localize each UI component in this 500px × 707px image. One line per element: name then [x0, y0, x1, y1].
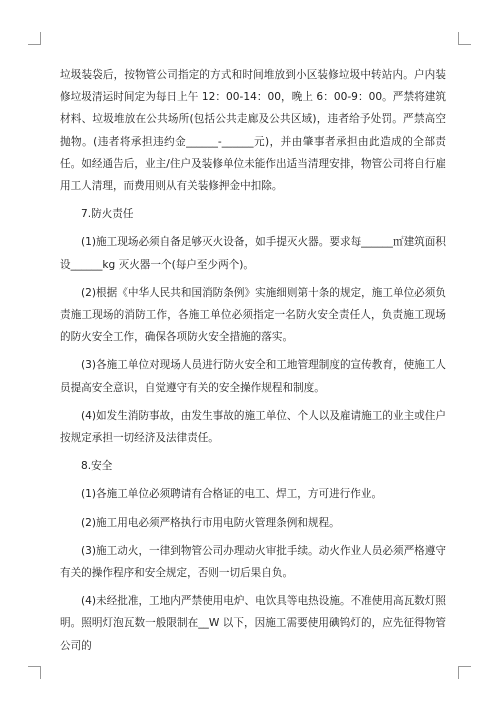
crop-mark-bottom-right [458, 666, 471, 679]
crop-mark-top-left [28, 32, 41, 45]
document-body [60, 64, 446, 663]
crop-mark-top-right [458, 32, 471, 45]
paragraph-fire-3: (3)各施工单位对现场人员进行防火安全和工地管理制度的宣传教育，使施工人员提高安全意识，自觉遵守有关的安全操作规程和制度。 [60, 359, 446, 394]
crop-mark-bottom-left [28, 666, 41, 679]
paragraph-waste-disposal: 垃圾装袋后，按物管公司指定的方式和时间堆放到小区装修垃圾中转站内。户内装修垃圾清运时间定为每日上午 12：00-14：00，晚上 6：00-9：00。严禁将建筑材料、垃圾堆放在公共场所(包括公共走廊及公共区域)，违者给予处罚。严禁高空抛物。(违者将承担违约金______-______元)，并由肇事者承担由此造成的全部责任。如经通告后，业主/住户及装修单位未能作出适当清理安排，物管公司将自行雇用工人清理，而费用则从有关装修押金中扣除。 [60, 69, 446, 193]
paragraph-safety-3: (3)施工动火，一律到物管公司办理动火审批手续。动火作业人员必须严格遵守有关的操作程序和安全规定，否则一切后果自负。 [60, 544, 446, 580]
paragraph-safety-2: (2)施工用电必须严格执行市用电防火管理条例和规程。 [81, 516, 340, 529]
paragraph-fire-1: (1)施工现场必须自备足够灭火设备，如手提灭火器。要求每______㎡建筑面积设______kg 灭火器一个(每户至少两个)。 [60, 236, 446, 271]
paragraph-safety-1: (1)各施工单位必须聘请有合格证的电工、焊工，方可进行作业。 [81, 488, 383, 501]
paragraph-fire-2: (2)根据《中华人民共和国消防条例》实施细则第十条的规定，施工单位必须负责施工现场的消防工作，各施工单位必须指定一名防火安全责任人，负责施工现场的防火安全工作，确保各项防火安全措施的落实。 [60, 286, 446, 344]
paragraph-safety-4: (4)未经批准，工地内严禁使用电炉、电饮具等电热设施。不准使用高瓦数灯照明。照明灯泡瓦数一般限制在__W 以下，因施工需要使用碘钨灯的，应先征得物管公司的 [60, 595, 446, 652]
heading-safety: 8.安全 [81, 460, 113, 473]
paragraph-fire-4: (4)如发生消防事故，由发生事故的施工单位、个人以及雇请施工的业主或住户按规定承担一切经济及法律责任。 [60, 409, 446, 445]
heading-fire-responsibility: 7.防火责任 [81, 208, 134, 221]
